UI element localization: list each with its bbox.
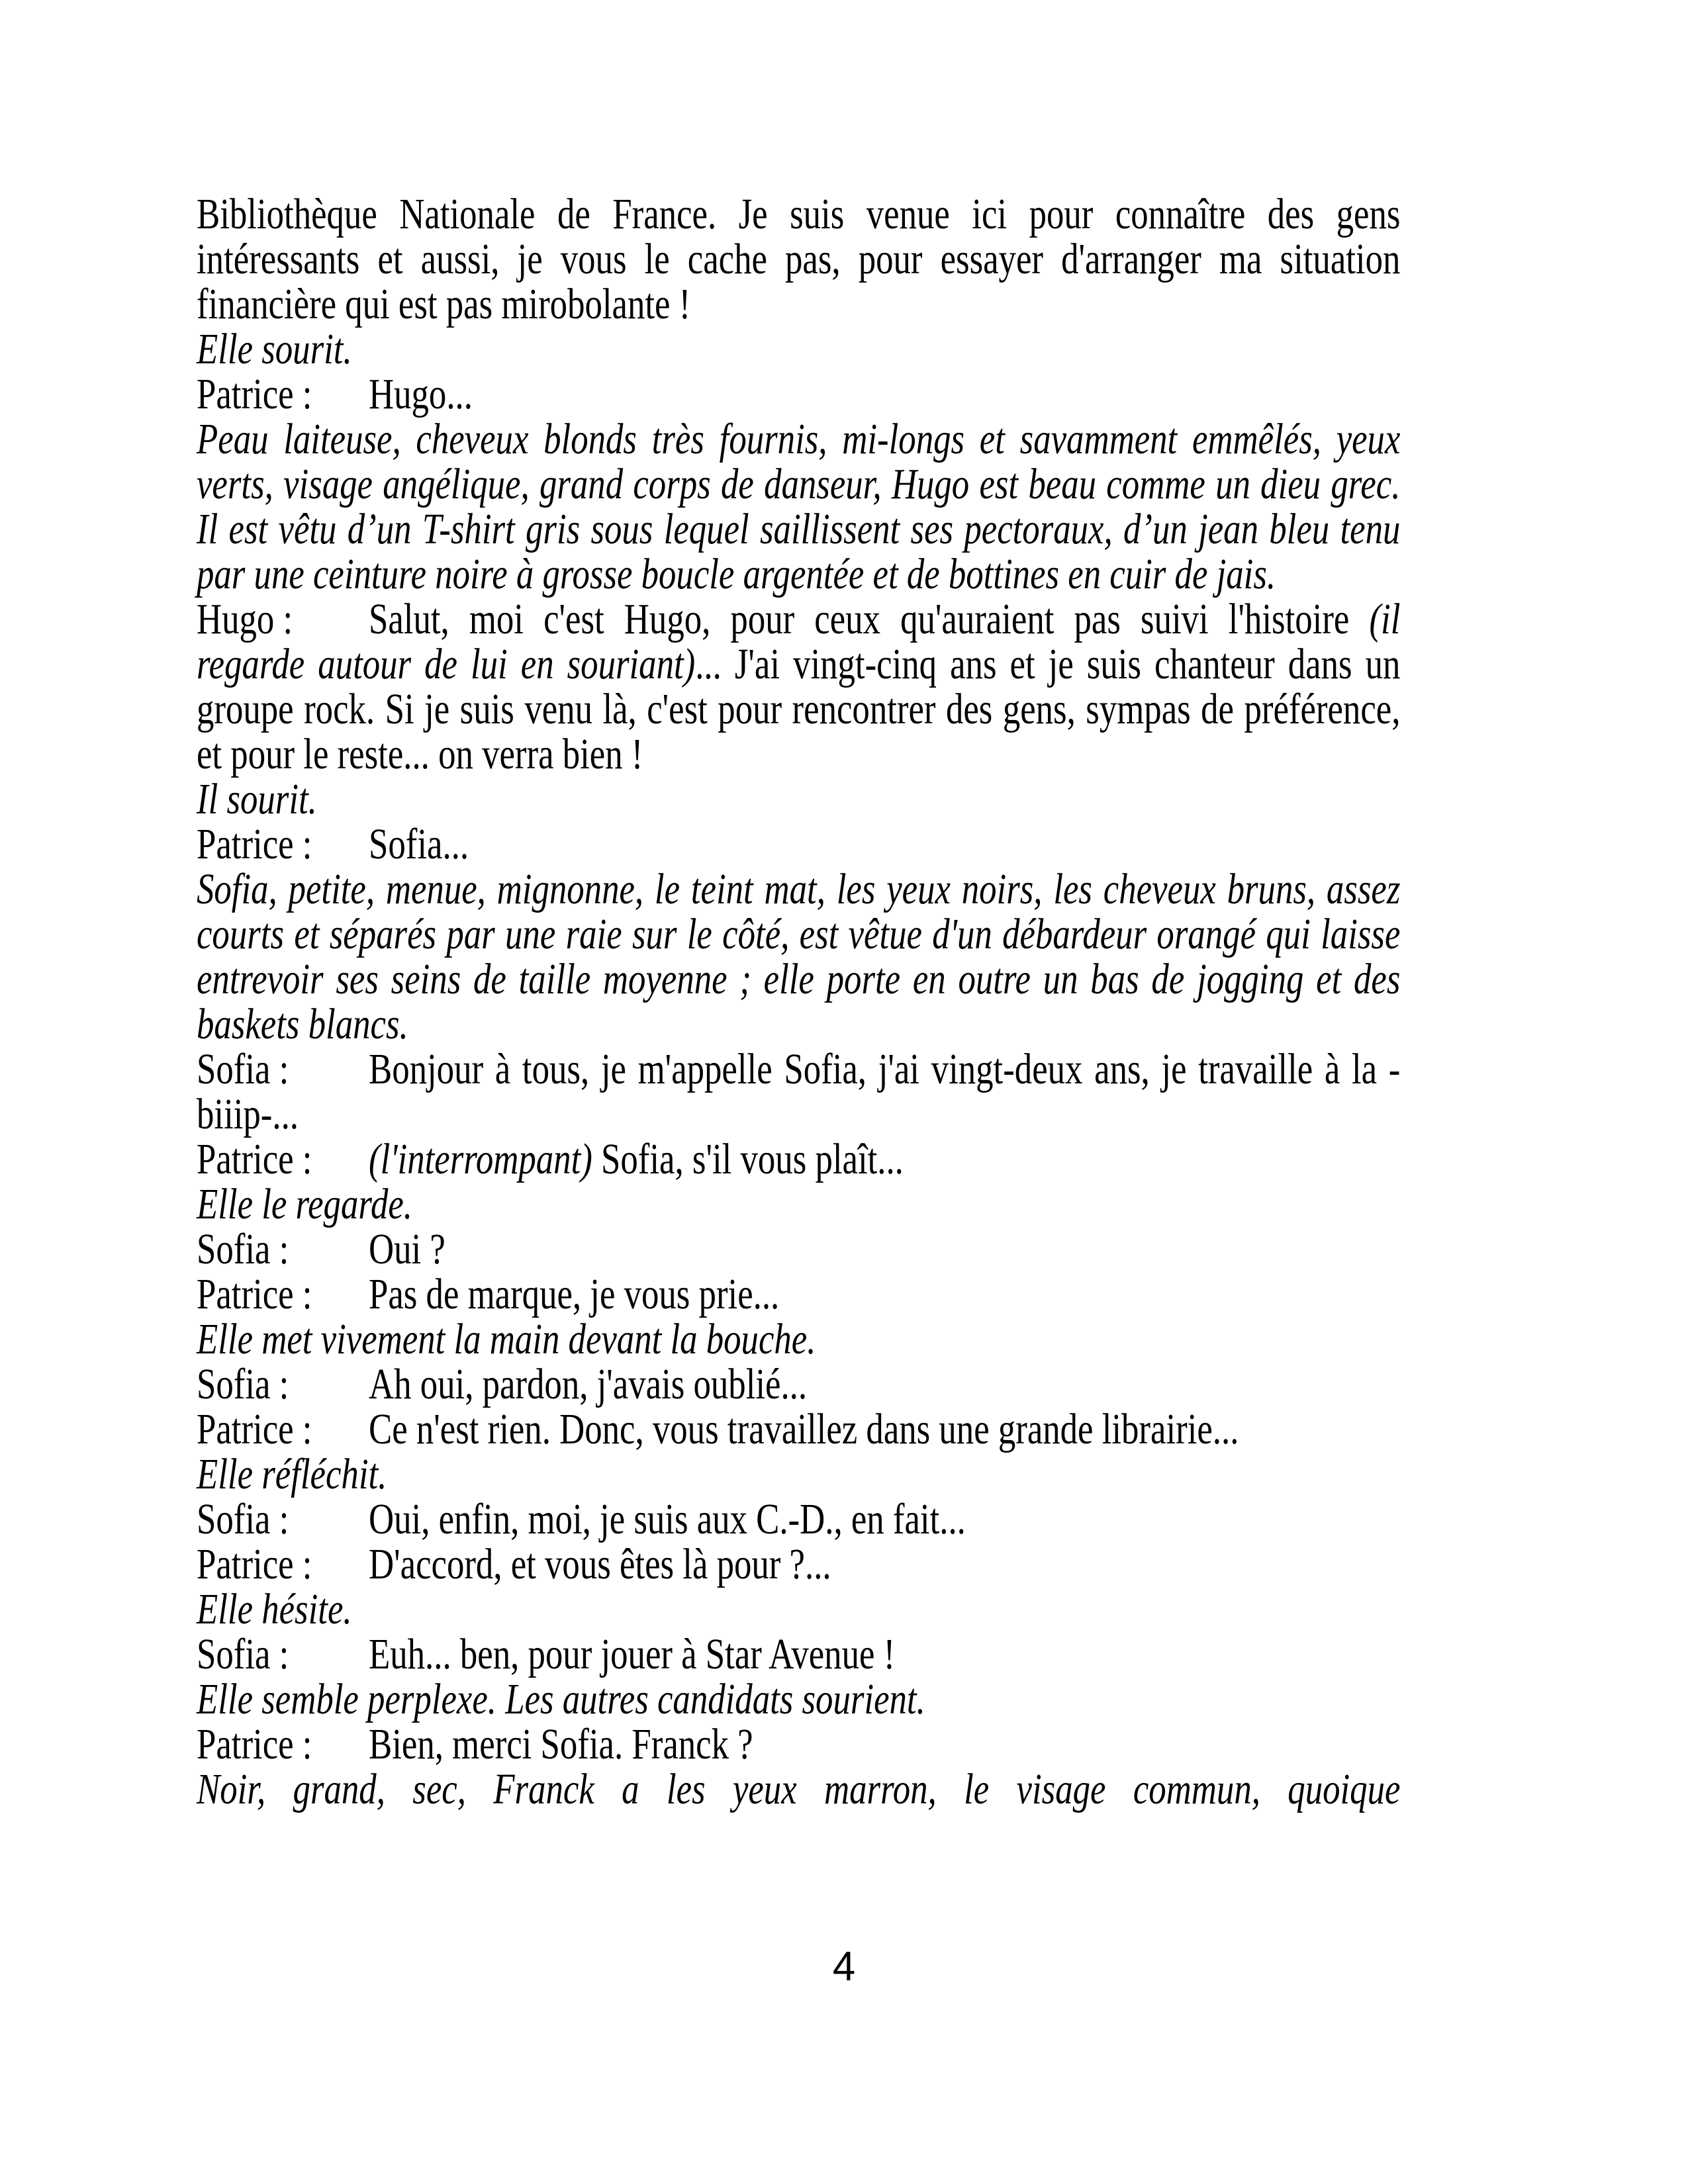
dialogue-line [197, 1407, 1400, 1452]
text-run: Pas de marque, je vous prie... [369, 1270, 780, 1318]
speaker-label: Patrice : [197, 1405, 312, 1453]
stage-direction [197, 1767, 1400, 1812]
speaker-label: Patrice : [197, 1135, 312, 1183]
narration-paragraph [197, 192, 1400, 327]
dialogue-line [197, 1362, 1400, 1407]
dialogue-line [197, 1137, 1400, 1182]
stage-direction [197, 417, 1400, 597]
speaker-label: Patrice : [197, 1720, 312, 1768]
text-run: Sofia, petite, menue, mignonne, le teint mat, les yeux noirs, les cheveux bruns, assez courts et séparés par une raie sur le côté, est vêtue d'un débardeur orangé qui laisse entrevoir ses seins de taille moyenne ; elle porte en outre un bas de jogging et des baskets blancs. [197, 865, 1401, 1048]
text-run: Ah oui, pardon, j'avais oublié... [369, 1360, 808, 1408]
text-run: Bibliothèque Nationale de France. Je suis venue ici pour connaître des gens intéressants et aussi, je vous le cache pas, pour essayer d'arranger ma situation financière qui est pas mirobolante ! [197, 190, 1401, 328]
text-run: Sofia, s'il vous plaît... [592, 1135, 904, 1183]
text-run: Elle le regarde. [197, 1180, 412, 1228]
dialogue-line [197, 1227, 1400, 1272]
dialogue-line [197, 597, 1400, 777]
page-number: 4 [832, 1944, 856, 1989]
text-run: Elle sourit. [197, 325, 352, 373]
text-run: Noir, grand, sec, Franck a les yeux marron, le visage commun, quoique [197, 1765, 1401, 1813]
speaker-label: Patrice : [197, 1540, 312, 1588]
dialogue-line [197, 372, 1400, 417]
stage-direction [197, 1317, 1400, 1362]
stage-direction [197, 1587, 1400, 1632]
text-run: Bonjour à tous, je m'appelle Sofia, j'ai vingt-deux ans, je travaille à la -biiip-... [197, 1045, 1401, 1138]
text-run: ... J'ai vingt-cinq ans et je suis chanteur dans un groupe rock. Si je suis venu là, c'est pour rencontrer des gens, sympas de préférence, et pour le reste... on verra bien ! [197, 640, 1401, 778]
text-run: Hugo... [369, 370, 473, 418]
text-run: D'accord, et vous êtes là pour ?... [369, 1540, 831, 1588]
text-run: Peau laiteuse, cheveux blonds très fournis, mi-longs et savamment emmêlés, yeux verts, visage angélique, grand corps de danseur, Hugo est beau comme un dieu grec. Il est vêtu d’un T-shirt gris sous lequel saillissent ses pectoraux, d’un jean bleu tenu par une ceinture noire à grosse boucle argentée et de bottines en cuir de jais. [197, 415, 1401, 598]
stage-direction [197, 867, 1400, 1047]
dialogue-line [197, 1047, 1400, 1137]
dialogue-line [197, 1497, 1400, 1542]
text-run: Elle réfléchit. [197, 1450, 387, 1498]
speaker-label: Sofia : [197, 1495, 289, 1543]
text-run: (l'interrompant) [369, 1135, 592, 1183]
speaker-label: Sofia : [197, 1360, 289, 1408]
speaker-label: Hugo : [197, 595, 293, 643]
speaker-label: Patrice : [197, 1270, 312, 1318]
speaker-label: Patrice : [197, 820, 312, 868]
text-run: Ce n'est rien. Donc, vous travaillez dans une grande librairie... [369, 1405, 1239, 1453]
text-run: Il sourit. [197, 775, 317, 823]
text-run: Salut, moi c'est Hugo, pour ceux qu'auraient pas suivi l'histoire [369, 595, 1370, 643]
speaker-label: Patrice : [197, 370, 312, 418]
text-run: Bien, merci Sofia. Franck ? [369, 1720, 753, 1768]
dialogue-line [197, 1722, 1400, 1767]
speaker-label: Sofia : [197, 1225, 289, 1273]
stage-direction [197, 327, 1400, 372]
dialogue-line [197, 822, 1400, 867]
dialogue-line [197, 1542, 1400, 1587]
text-run: Elle met vivement la main devant la bouche. [197, 1315, 816, 1363]
text-run: Elle semble perplexe. Les autres candidats sourient. [197, 1675, 925, 1723]
text-run: Sofia... [369, 820, 469, 868]
text-run: Elle hésite. [197, 1585, 352, 1633]
text-run: Euh... ben, pour jouer à Star Avenue ! [369, 1630, 896, 1678]
page-body-text [197, 192, 1400, 1812]
stage-direction [197, 1452, 1400, 1497]
speaker-label: Sofia : [197, 1045, 289, 1093]
text-run: Oui, enfin, moi, je suis aux C.-D., en fait... [369, 1495, 966, 1543]
stage-direction [197, 1677, 1400, 1722]
dialogue-line [197, 1632, 1400, 1677]
dialogue-line [197, 1272, 1400, 1317]
text-run: Oui ? [369, 1225, 445, 1273]
stage-direction [197, 777, 1400, 822]
text-run: (il regarde autour de lui en souriant) [197, 595, 1401, 688]
stage-direction [197, 1182, 1400, 1227]
speaker-label: Sofia : [197, 1630, 289, 1678]
